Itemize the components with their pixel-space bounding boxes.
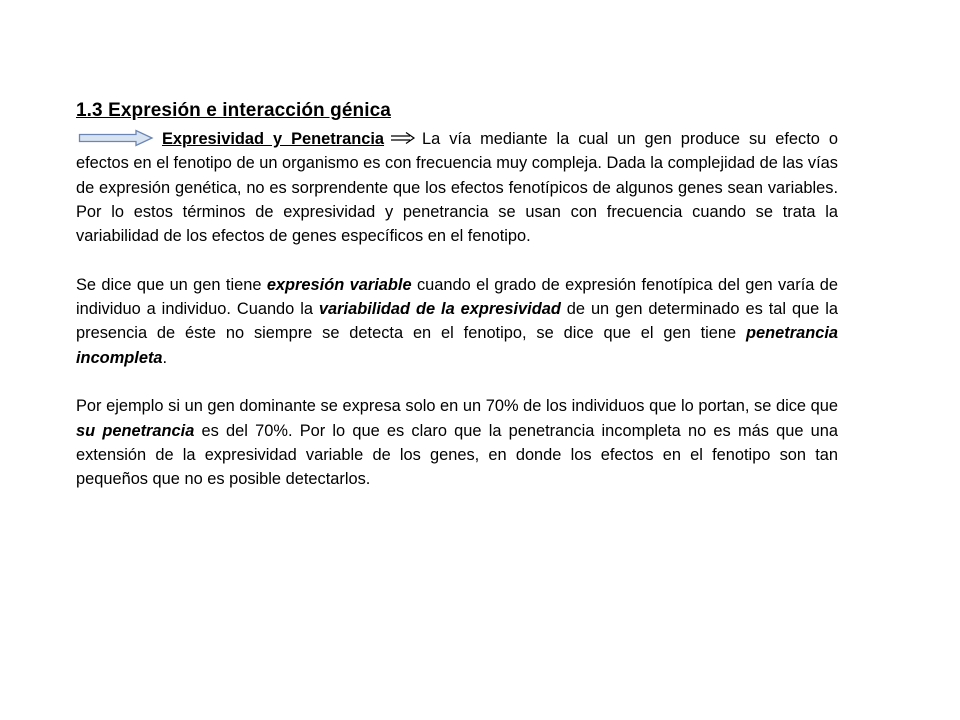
term-variabilidad-expresividad: variabilidad de la expresividad xyxy=(318,300,561,319)
paragraph-expresion-variable xyxy=(76,273,838,370)
text-segment: Se dice que un gen tiene xyxy=(76,275,267,294)
paragraph-text: La vía mediante la cual un gen produce su efecto o efectos en el fenotipo de un organismo es con frecuencia muy compleja. Dada la complejidad de las vías de expresión genética, no es sorprendente que los efectos fenotípicos de algunos genes sean variables. Por lo estos términos de expresividad y penetrancia se usan con frecuencia cuando se trata la variabilidad de los efectos de genes específicos en el fenotipo. xyxy=(76,130,838,246)
term-penetrancia-incompleta: penetrancia incompleta xyxy=(76,324,838,367)
term-expresividad-penetrancia: Expresividad y Penetrancia xyxy=(162,130,385,148)
paragraph-expresividad xyxy=(76,127,838,248)
document-body xyxy=(76,99,838,491)
text-segment: Por ejemplo si un gen dominante se expresa solo en un 70% de los individuos que lo portan, se dice que xyxy=(76,397,838,416)
text-segment: de un gen determinado es tal que la presencia de éste no siempre se detecta en el fenotipo, se dice que el gen tiene xyxy=(76,300,838,343)
section-heading: 1.3 Expresión e interacción génica xyxy=(76,100,391,121)
term-su-penetrancia: su penetrancia xyxy=(76,421,195,440)
text-segment: es del 70%. Por lo que es claro que la penetrancia incompleta no es más que una extensión de la expresividad variable de los genes, en donde los efectos en el fenotipo son tan pequeños que no es posible detectarlos. xyxy=(76,421,839,489)
paragraph-ejemplo xyxy=(76,394,838,491)
term-expresion-variable: expresión variable xyxy=(266,275,412,294)
implies-arrow-icon xyxy=(390,131,416,145)
text-segment: cuando el grado de expresión fenotípica del gen varía de individuo a individuo. Cuando la xyxy=(76,275,838,319)
text-segment: . xyxy=(162,348,168,367)
right-arrow-icon xyxy=(78,129,154,147)
